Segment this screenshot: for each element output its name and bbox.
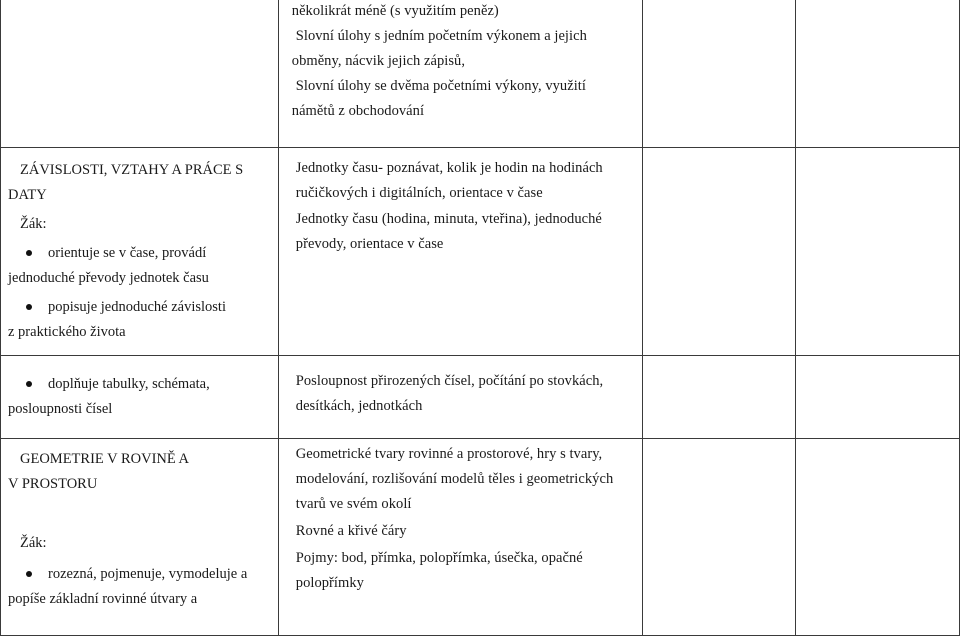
bullet-icon xyxy=(26,381,32,387)
content-line: polopřímky xyxy=(295,575,364,591)
bullet-icon xyxy=(26,304,32,310)
content-line: několikrát méně (s využitím peněz) xyxy=(291,3,499,19)
section-heading: ZÁVISLOSTI, VZTAHY A PRÁCE S xyxy=(20,162,244,178)
outcome-item-cont: jednoduché převody jednotek času xyxy=(8,270,209,286)
outcomes-cell xyxy=(1,0,279,148)
content-cell xyxy=(278,439,643,636)
content-line: Slovní úlohy se dvěma početními výkony, využití xyxy=(295,78,586,94)
empty-cell xyxy=(796,148,960,356)
content-cell xyxy=(278,148,643,356)
outcome-item-cont: popíše základní rovinné útvary a xyxy=(8,591,198,607)
section-heading-cont: DATY xyxy=(8,187,47,203)
content-line: desítkách, jednotkách xyxy=(295,398,423,414)
outcome-item: popisuje jednoduché závislosti xyxy=(8,295,278,320)
content-line: Geometrické tvary rovinné a prostorové, hry s tvary, xyxy=(295,446,603,462)
content-line: převody, orientace v čase xyxy=(295,236,444,252)
outcome-item: rozezná, pojmenuje, vymodeluje a xyxy=(8,562,278,587)
content-line: Rovné a křivé čáry xyxy=(295,523,407,539)
outcomes-cell xyxy=(1,148,279,356)
content-line: Jednotky času- poznávat, kolik je hodin na hodinách xyxy=(295,160,603,176)
content-line: obměny, nácvik jejich zápisů, xyxy=(291,53,466,69)
outcome-item: orientuje se v čase, provádí xyxy=(8,241,278,266)
content-line: Slovní úlohy s jedním početním výkonem a jejich xyxy=(295,28,587,44)
empty-cell xyxy=(643,356,796,439)
content-line: Posloupnost přirozených čísel, počítání po stovkách, xyxy=(295,373,604,389)
table-row xyxy=(1,439,960,636)
content-line: Pojmy: bod, přímka, polopřímka, úsečka, opačné xyxy=(295,550,583,566)
empty-cell xyxy=(796,356,960,439)
section-heading-cont: V PROSTORU xyxy=(8,476,98,492)
content-line: ručičkových i digitálních, orientace v čase xyxy=(295,185,543,201)
content-cell xyxy=(278,356,643,439)
outcome-item: doplňuje tabulky, schémata, xyxy=(8,372,278,397)
content-line: modelování, rozlišování modelů těles i geometrických xyxy=(295,471,614,487)
pupil-label: Žák: xyxy=(20,535,47,551)
empty-cell xyxy=(643,439,796,636)
empty-cell xyxy=(796,439,960,636)
content-line: Jednotky času (hodina, minuta, vteřina), jednoduché xyxy=(295,211,602,227)
outcome-item-cont: z praktického života xyxy=(8,324,126,340)
outcomes-cell xyxy=(1,356,279,439)
content-line: námětů z obchodování xyxy=(291,103,425,119)
outcomes-cell xyxy=(1,439,279,636)
table-row xyxy=(1,148,960,356)
bullet-icon xyxy=(26,571,32,577)
empty-cell xyxy=(796,0,960,148)
empty-cell xyxy=(643,148,796,356)
content-line: tvarů ve svém okolí xyxy=(295,496,412,512)
content-cell xyxy=(278,0,643,148)
table-row xyxy=(1,0,960,148)
table-row xyxy=(1,356,960,439)
section-heading: GEOMETRIE V ROVINĚ A xyxy=(20,451,190,467)
outcome-item-cont: posloupnosti čísel xyxy=(8,401,113,417)
pupil-label: Žák: xyxy=(20,216,47,232)
empty-cell xyxy=(643,0,796,148)
bullet-icon xyxy=(26,250,32,256)
